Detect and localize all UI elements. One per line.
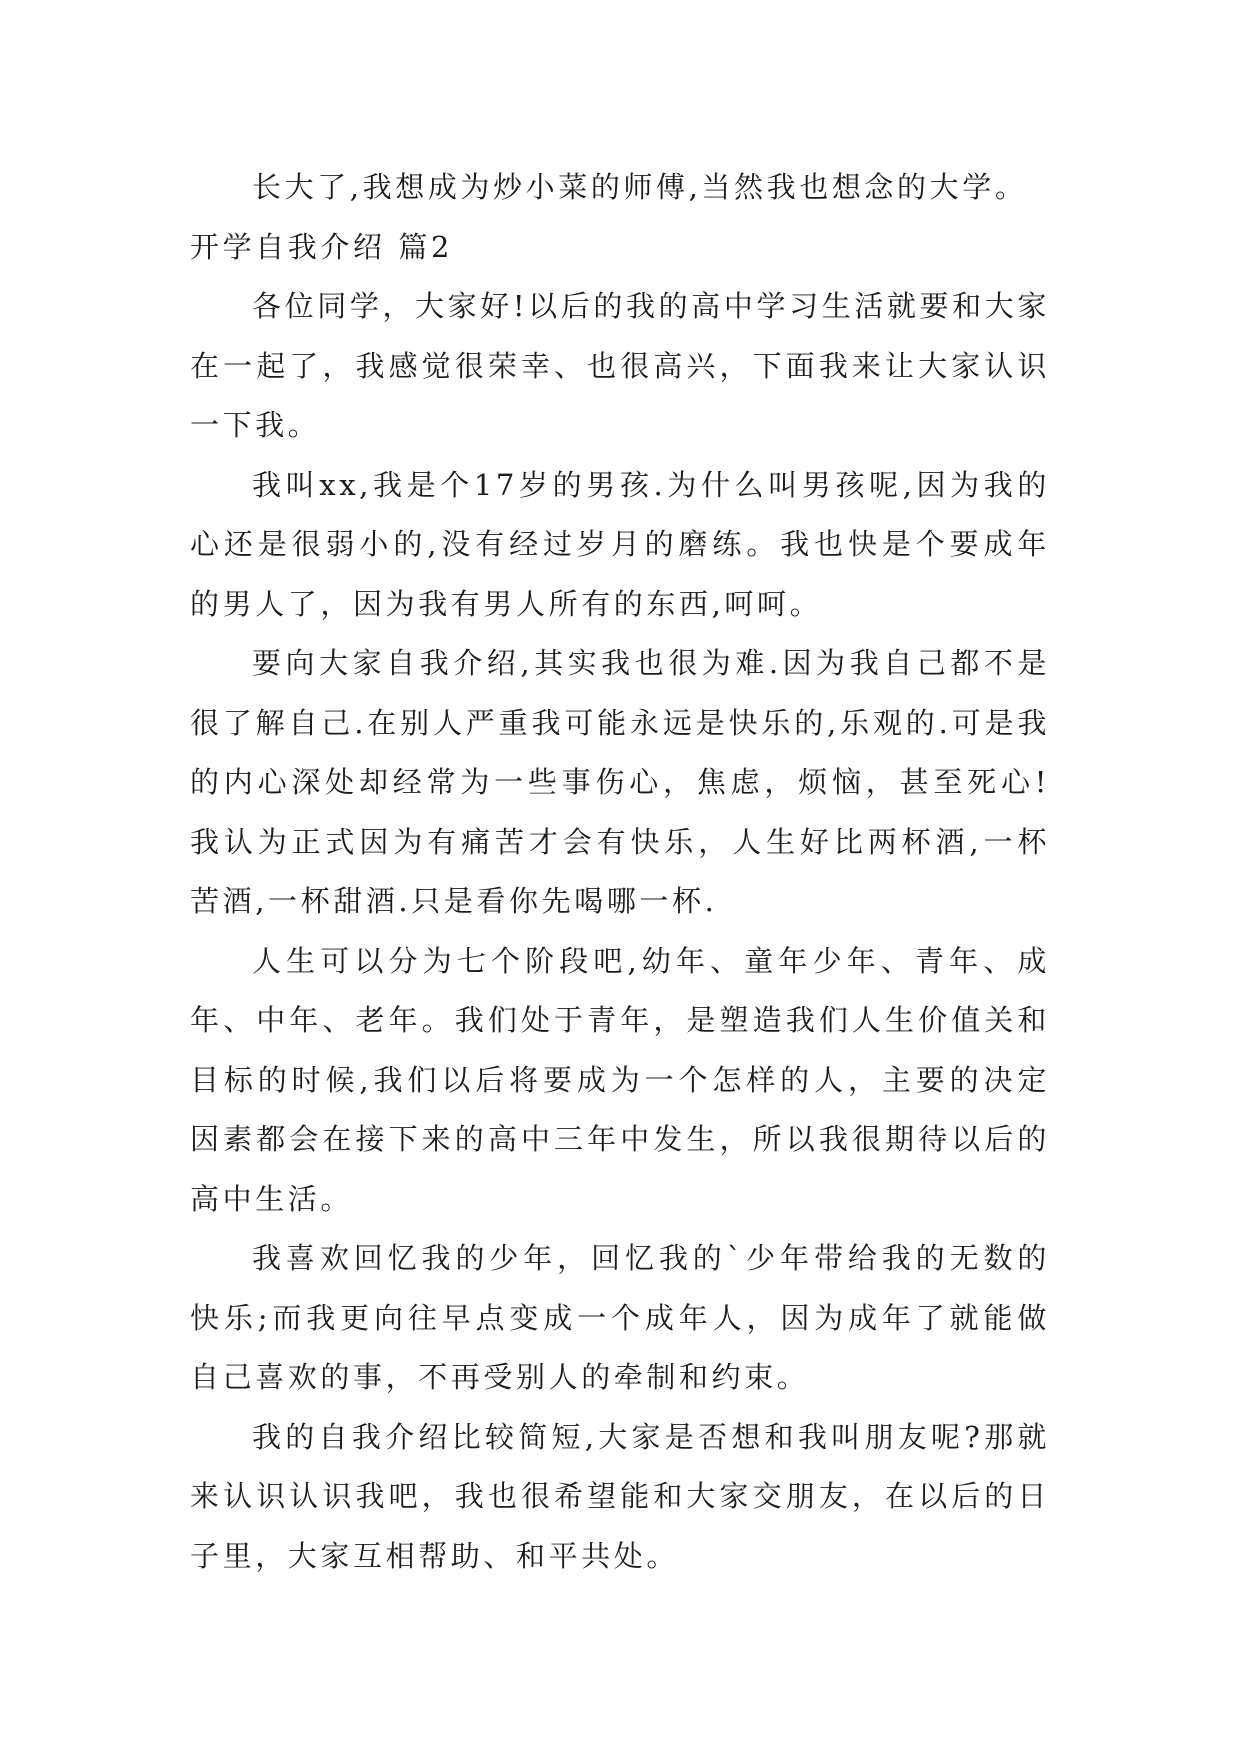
paragraph-closing: 我的自我介绍比较简短,大家是否想和我叫朋友呢?那就来认识认识我吧，我也很希望能和大家交朋友，在以后的日子里，大家互相帮助、和平共处。 (190, 1419, 1050, 1573)
paragraph-self-understanding: 要向大家自我介绍,其实我也很为难.因为我自己都不是很了解自己.在别人严重我可能永远是快乐的,乐观的.可是我的内心深处却经常为一些事伤心，焦虑，烦恼，甚至死心!我认为正式因为有痛苦才会有快乐，人生好比两杯酒,一杯苦酒,一杯甜酒.只是看你先喝哪一杯. (190, 646, 1050, 918)
paragraph-youth-memories: 我喜欢回忆我的少年，回忆我的`少年带给我的无数的快乐;而我更向往早点变成一个成年人，因为成年了就能做自己喜欢的事，不再受别人的牵制和约束。 (190, 1241, 1050, 1394)
opening-line: 长大了,我想成为炒小菜的师傅,当然我也想念的大学。 (252, 170, 1028, 204)
paragraph-greeting: 各位同学，大家好!以后的我的高中学习生活就要和大家在一起了，我感觉很荣幸、也很高兴，下面我来让大家认识一下我。 (190, 289, 1050, 442)
paragraph-name-age: 我叫xx,我是个17岁的男孩.为什么叫男孩呢,因为我的心还是很弱小的,没有经过岁月的磨练。我也快是个要成年的男人了，因为我有男人所有的东西,呵呵。 (190, 467, 1050, 621)
paragraph-life-stages: 人生可以分为七个阶段吧,幼年、童年少年、青年、成年、中年、老年。我们处于青年，是塑造我们人生价值关和目标的时候,我们以后将要成为一个怎样的人，主要的决定因素都会在接下来的高中三年中发生，所以我很期待以后的高中生活。 (190, 943, 1050, 1216)
document-body (190, 158, 1050, 1586)
section-title: 开学自我介绍 篇2 (190, 229, 454, 264)
